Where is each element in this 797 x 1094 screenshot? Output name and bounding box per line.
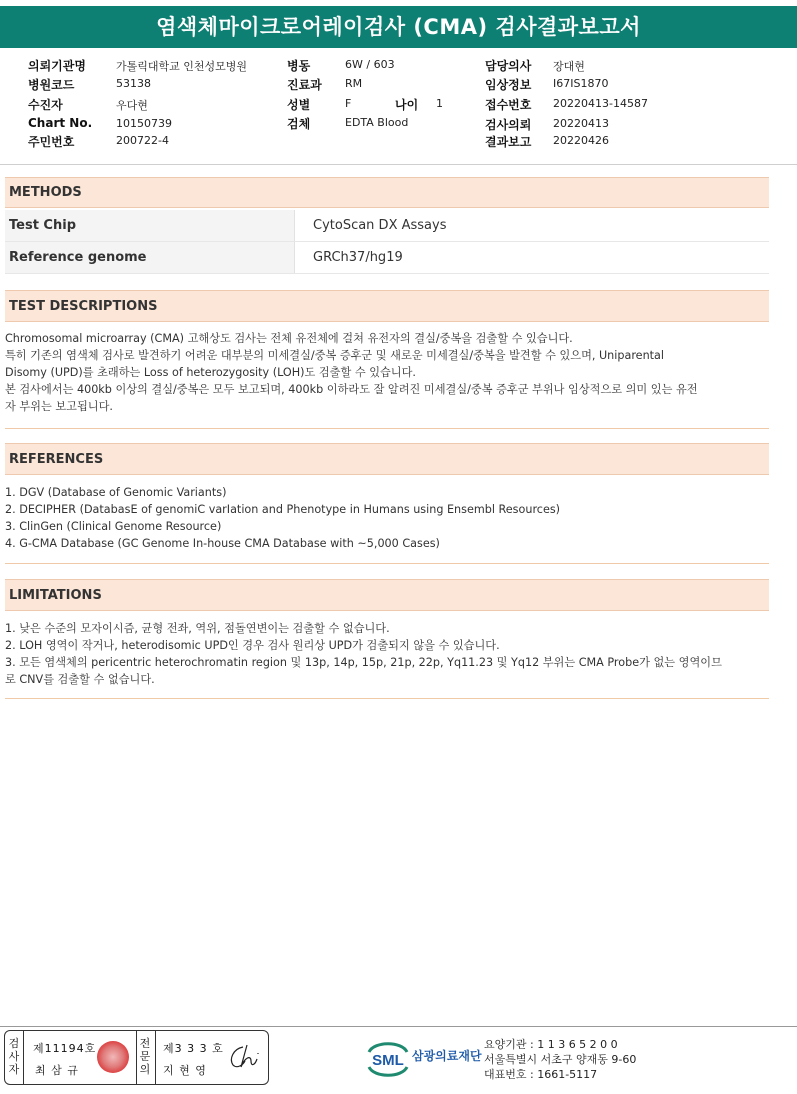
description-line: 자 부위는 보고됩니다. [5,400,113,413]
info-value: 200722-4 [116,134,169,147]
patient-info-panel [0,55,797,165]
info-label: 병동 [287,59,311,73]
info-value: 가톨릭대학교 인천성모병원 [116,60,248,73]
references-list [5,484,769,552]
description-line: 특히 기존의 염색체 검사로 발견하기 어려운 대부분의 미세결실/중복 증후군 및 새로운 미세결실/중복을 발견할 수 있으며, Uniparental [5,349,665,362]
limitations-list [5,620,769,688]
info-label: Chart No. [28,116,93,130]
methods-value: CytoScan DX Assays [313,218,447,233]
info-label: 임상정보 [485,78,532,92]
info-value: 20220426 [553,134,609,147]
info-value: 장대현 [553,60,585,73]
signature-box [4,1030,269,1085]
specialist-name: 지 현 영 [163,1064,207,1077]
info-value: 우다현 [116,99,148,112]
inspector-label: 검사자 [8,1037,20,1076]
description-line: 본 검사에서는 400kb 이상의 결실/중복은 모두 보고되며, 400kb 이하라도 잘 알려진 미세결실/중복 증후군 부위나 임상적으로 의미 있는 유전 [5,383,698,396]
info-label: 검체 [287,117,311,131]
info-label: 담당의사 [485,59,532,73]
methods-value: GRCh37/hg19 [313,250,403,265]
limitation-item: 로 CNV를 검출할 수 없습니다. [5,673,155,686]
divider [5,428,769,429]
info-label: 접수번호 [485,98,532,112]
specialist-label: 전문의 [139,1037,151,1076]
info-value: 6W / 603 [345,58,395,71]
info-value: 20220413 [553,117,609,130]
info-value: EDTA Blood [345,116,409,129]
age-label: 나이 [395,98,419,112]
info-label: 의뢰기관명 [28,59,86,73]
reference-item: 2. DECIPHER (DatabasE of genomiC varIation and Phenotype in Humans using Ensembl Resources) [5,503,561,516]
divider [0,164,797,165]
info-value: F [345,97,352,110]
info-label: 성별 [287,98,311,112]
divider [5,698,769,699]
info-label: 수진자 [28,98,63,112]
reference-item: 1. DGV (Database of Genomic Variants) [5,486,227,499]
inspector-license: 제11194호 [33,1042,97,1055]
reference-item: 4. G-CMA Database (GC Genome In-house CMA Database with ~5,000 Cases) [5,537,440,550]
contact-line: 대표번호 : 1661-5117 [484,1068,598,1081]
references-heading: REFERENCES [5,443,769,475]
contact-line: 요양기관 : 1 1 3 6 5 2 0 0 [484,1038,618,1051]
test-descriptions-heading: TEST DESCRIPTIONS [5,290,769,322]
divider [23,1031,24,1084]
contact-info [484,1037,636,1082]
limitation-item: 2. LOH 영역이 작거나, heterodisomic UPD인 경우 검사 원리상 UPD가 검출되지 않을 수 있습니다. [5,639,500,652]
info-value: 10150739 [116,117,172,130]
info-label: 결과보고 [485,135,532,149]
info-value: 20220413-14587 [553,97,648,110]
limitations-heading: LIMITATIONS [5,579,769,611]
methods-row [5,242,769,274]
methods-heading: METHODS [5,177,769,208]
logo-text: SML [372,1052,404,1069]
info-label: 검사의뢰 [485,118,532,132]
contact-line: 서울특별시 서초구 양재동 9-60 [484,1053,637,1066]
reference-item: 3. ClinGen (Clinical Genome Resource) [5,520,222,533]
info-label: 진료과 [287,78,322,92]
inspector-name: 최 삼 규 [35,1064,79,1077]
info-label: 병원코드 [28,78,75,92]
methods-key: Test Chip [5,210,295,241]
limitation-item: 1. 낮은 수준의 모자이시즘, 균형 전좌, 역위, 점돌연변이는 검출할 수 없습니다. [5,622,390,635]
divider [155,1031,156,1084]
info-label: 주민번호 [28,135,75,149]
age-value: 1 [436,97,443,110]
methods-row [5,210,769,242]
info-value: RM [345,77,363,90]
seal-stamp [97,1041,129,1073]
sml-logo-icon [366,1038,410,1078]
info-value: I67IS1870 [553,77,609,90]
info-value: 53138 [116,77,151,90]
test-descriptions-body [5,330,769,415]
methods-key: Reference genome [5,242,295,273]
description-line: Chromosomal microarray (CMA) 고해상도 검사는 전체 유전체에 걸쳐 유전자의 결실/중복을 검출할 수 있습니다. [5,332,573,345]
org-name: 삼광의료재단 [412,1049,482,1063]
divider [136,1031,137,1084]
limitation-item: 3. 모든 염색체의 pericentric heterochromatin region 및 13p, 14p, 15p, 21p, 22p, Yq11.23 및 Yq12 부위는 CMA Probe가 없는 영역이므 [5,656,722,669]
footer-divider [0,1026,797,1027]
specialist-license: 제3 3 3 호 [163,1042,224,1055]
report-title: 염색체마이크로어레이검사 (CMA) 검사결과보고서 [0,6,797,48]
divider [5,563,769,564]
signature-image [227,1043,263,1071]
description-line: Disomy (UPD)를 초래하는 Loss of heterozygosity (LOH)도 검출할 수 있습니다. [5,366,416,379]
